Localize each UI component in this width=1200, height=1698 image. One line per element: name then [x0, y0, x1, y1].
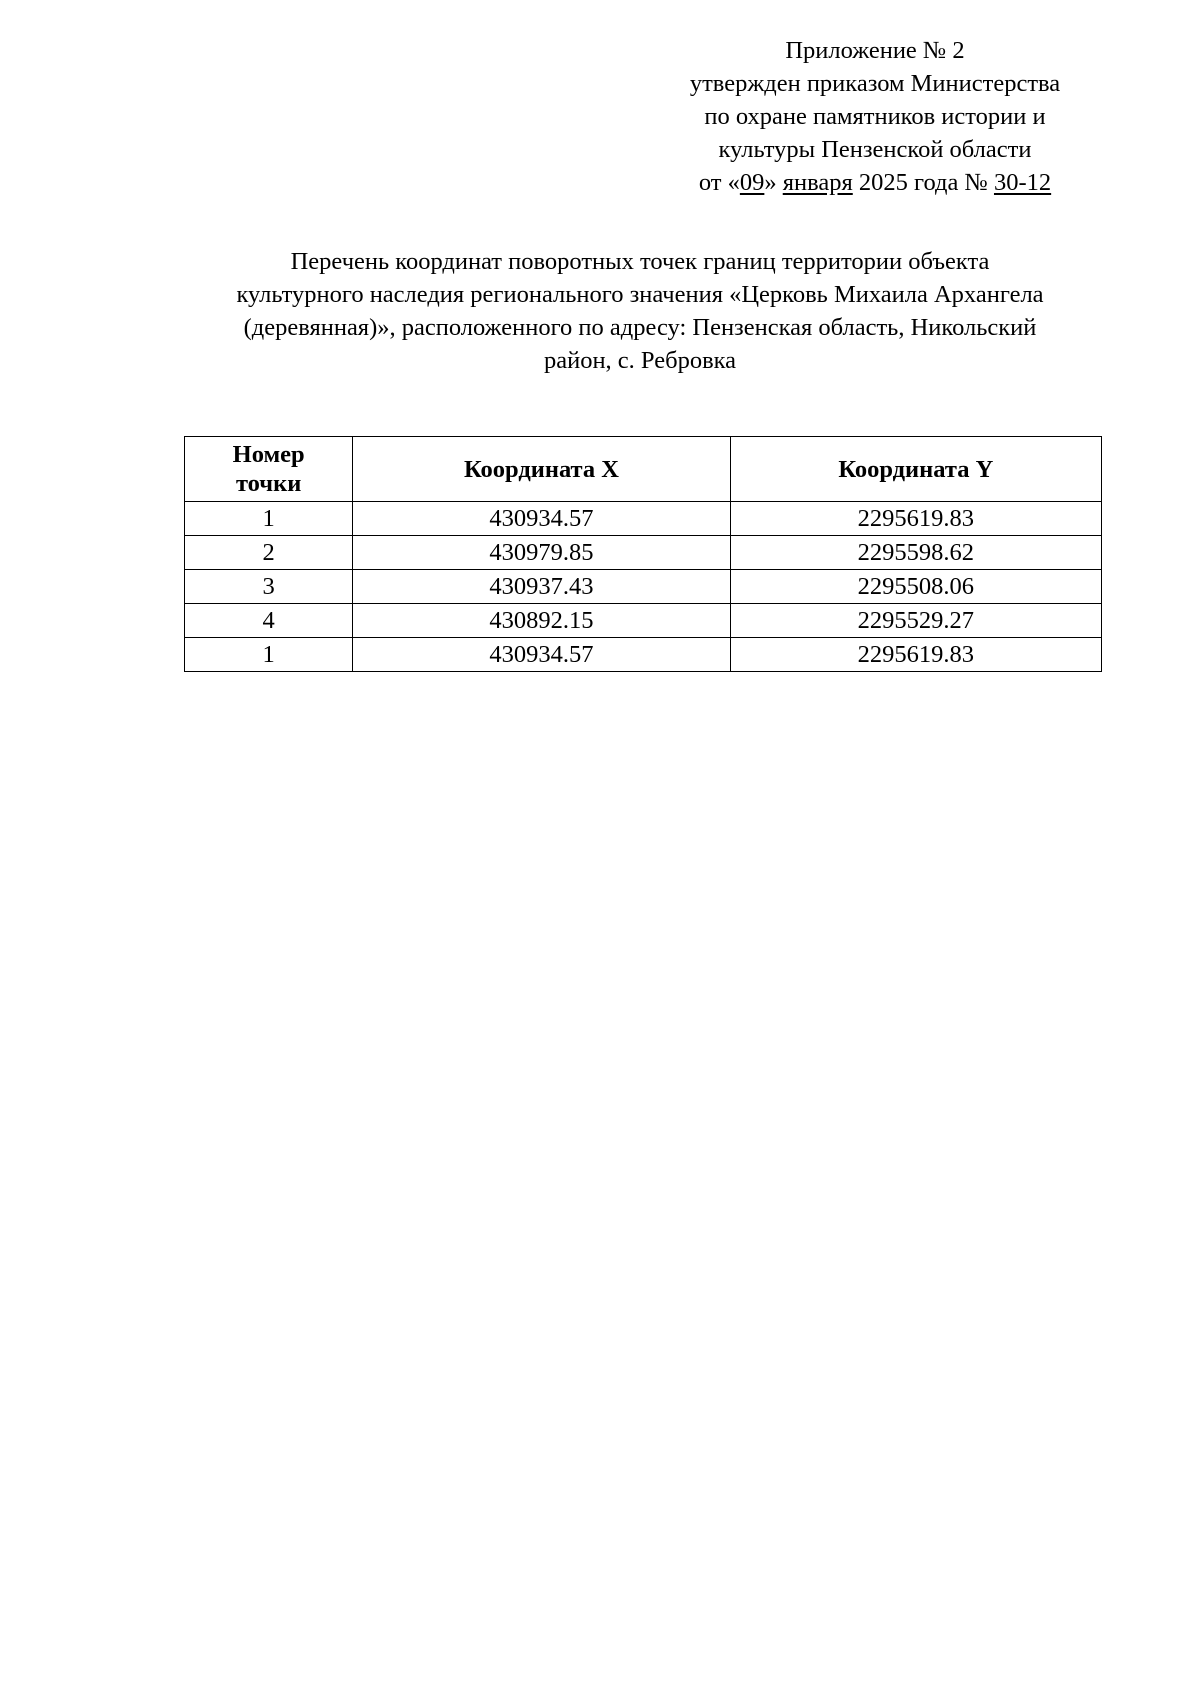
title-line-3: (деревянная)», расположенного по адресу: Пензенская область, Никольский: [243, 314, 1037, 341]
cell-y: 2295598.62: [730, 536, 1101, 570]
coordinates-table: [184, 436, 1102, 672]
table-row: [185, 536, 1102, 570]
cell-y: 2295619.83: [730, 638, 1101, 672]
header-point-line-1: Номер: [232, 441, 305, 468]
table-row: [185, 570, 1102, 604]
cell-point: 3: [185, 570, 353, 604]
date-separator-1: »: [764, 169, 783, 196]
appendix-header: [640, 34, 1110, 199]
order-month: января: [782, 169, 853, 196]
cell-y: 2295508.06: [730, 570, 1101, 604]
ministry-line: по охране памятников истории и: [704, 103, 1046, 130]
approval-line: утвержден приказом Министерства: [689, 70, 1061, 97]
title-line-2: культурного наследия регионального значения «Церковь Михаила Архангела: [236, 281, 1044, 308]
title-line-4: район, с. Ребровка: [543, 347, 737, 374]
table-row: [185, 502, 1102, 536]
header-coordinate-x: Координата X: [353, 437, 730, 502]
region-line: культуры Пензенской области: [718, 136, 1032, 163]
date-prefix: от «: [698, 169, 740, 196]
document-title: [160, 245, 1120, 377]
date-separator-2: 2025 года №: [852, 169, 994, 196]
header-coordinate-y: Координата Y: [730, 437, 1101, 502]
cell-x: 430934.57: [353, 502, 730, 536]
cell-x: 430934.57: [353, 638, 730, 672]
cell-y: 2295529.27: [730, 604, 1101, 638]
cell-point: 2: [185, 536, 353, 570]
cell-point: 1: [185, 502, 353, 536]
title-line-1: Перечень координат поворотных точек границ территории объекта: [290, 248, 990, 275]
header-point-line-2: точки: [235, 470, 302, 497]
order-number: 30-12: [993, 169, 1052, 196]
table-row: [185, 604, 1102, 638]
cell-x: 430979.85: [353, 536, 730, 570]
cell-point: 4: [185, 604, 353, 638]
appendix-number: Приложение № 2: [785, 37, 965, 64]
cell-y: 2295619.83: [730, 502, 1101, 536]
order-day: 09: [739, 169, 765, 196]
order-date-line: [640, 166, 1110, 199]
table-header-row: [185, 437, 1102, 502]
cell-x: 430892.15: [353, 604, 730, 638]
header-point-number: [185, 437, 353, 502]
cell-x: 430937.43: [353, 570, 730, 604]
cell-point: 1: [185, 638, 353, 672]
table-row: [185, 638, 1102, 672]
